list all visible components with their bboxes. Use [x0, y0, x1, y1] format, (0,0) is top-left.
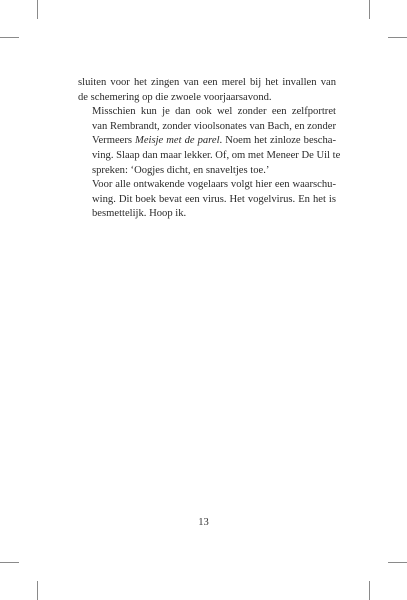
crop-mark-top-left-vertical [37, 0, 38, 19]
crop-mark-bottom-right-vertical [369, 581, 370, 600]
text-line: besmettelijk. Hoop ik. [92, 208, 187, 220]
text-line: de schemering op die zwoele voorjaarsavond. [78, 91, 272, 103]
crop-mark-top-left-horizontal [0, 37, 19, 38]
artwork-title: Meisje met de parel [135, 135, 220, 147]
text-fragment: Vermeers [92, 135, 136, 147]
page-number: 13 [198, 517, 209, 528]
text-line: Misschien kun je dan ook wel zonder een zelfportret [92, 106, 336, 118]
crop-mark-top-right-vertical [369, 0, 370, 19]
text-line: spreken: ‘Oogjes dicht, en snaveltjes toe.’ [92, 164, 270, 176]
crop-mark-bottom-right-horizontal [388, 562, 407, 563]
paragraph-3 [78, 178, 336, 222]
body-text [78, 76, 341, 222]
crop-mark-top-right-horizontal [388, 37, 407, 38]
text-line [78, 134, 336, 149]
text-line: Voor alle ontwakende vogelaars volgt hier een waarschu- [92, 179, 336, 191]
text-line: sluiten voor het zingen van een merel bij het invallen van [78, 77, 336, 88]
paragraph-1 [78, 76, 336, 105]
text-line: wing. Dit boek bevat een virus. Het vogelvirus. En het is [92, 193, 336, 205]
paragraph-2 [78, 105, 341, 178]
text-fragment: . Noem het zinloze bescha- [219, 135, 336, 147]
text-line: ving. Slaap dan maar lekker. Of, om met Meneer De Uil te [92, 149, 341, 161]
text-line: van Rembrandt, zonder vioolsonates van Bach, en zonder [92, 120, 336, 132]
crop-mark-bottom-left-vertical [37, 581, 38, 600]
crop-mark-bottom-left-horizontal [0, 562, 19, 563]
